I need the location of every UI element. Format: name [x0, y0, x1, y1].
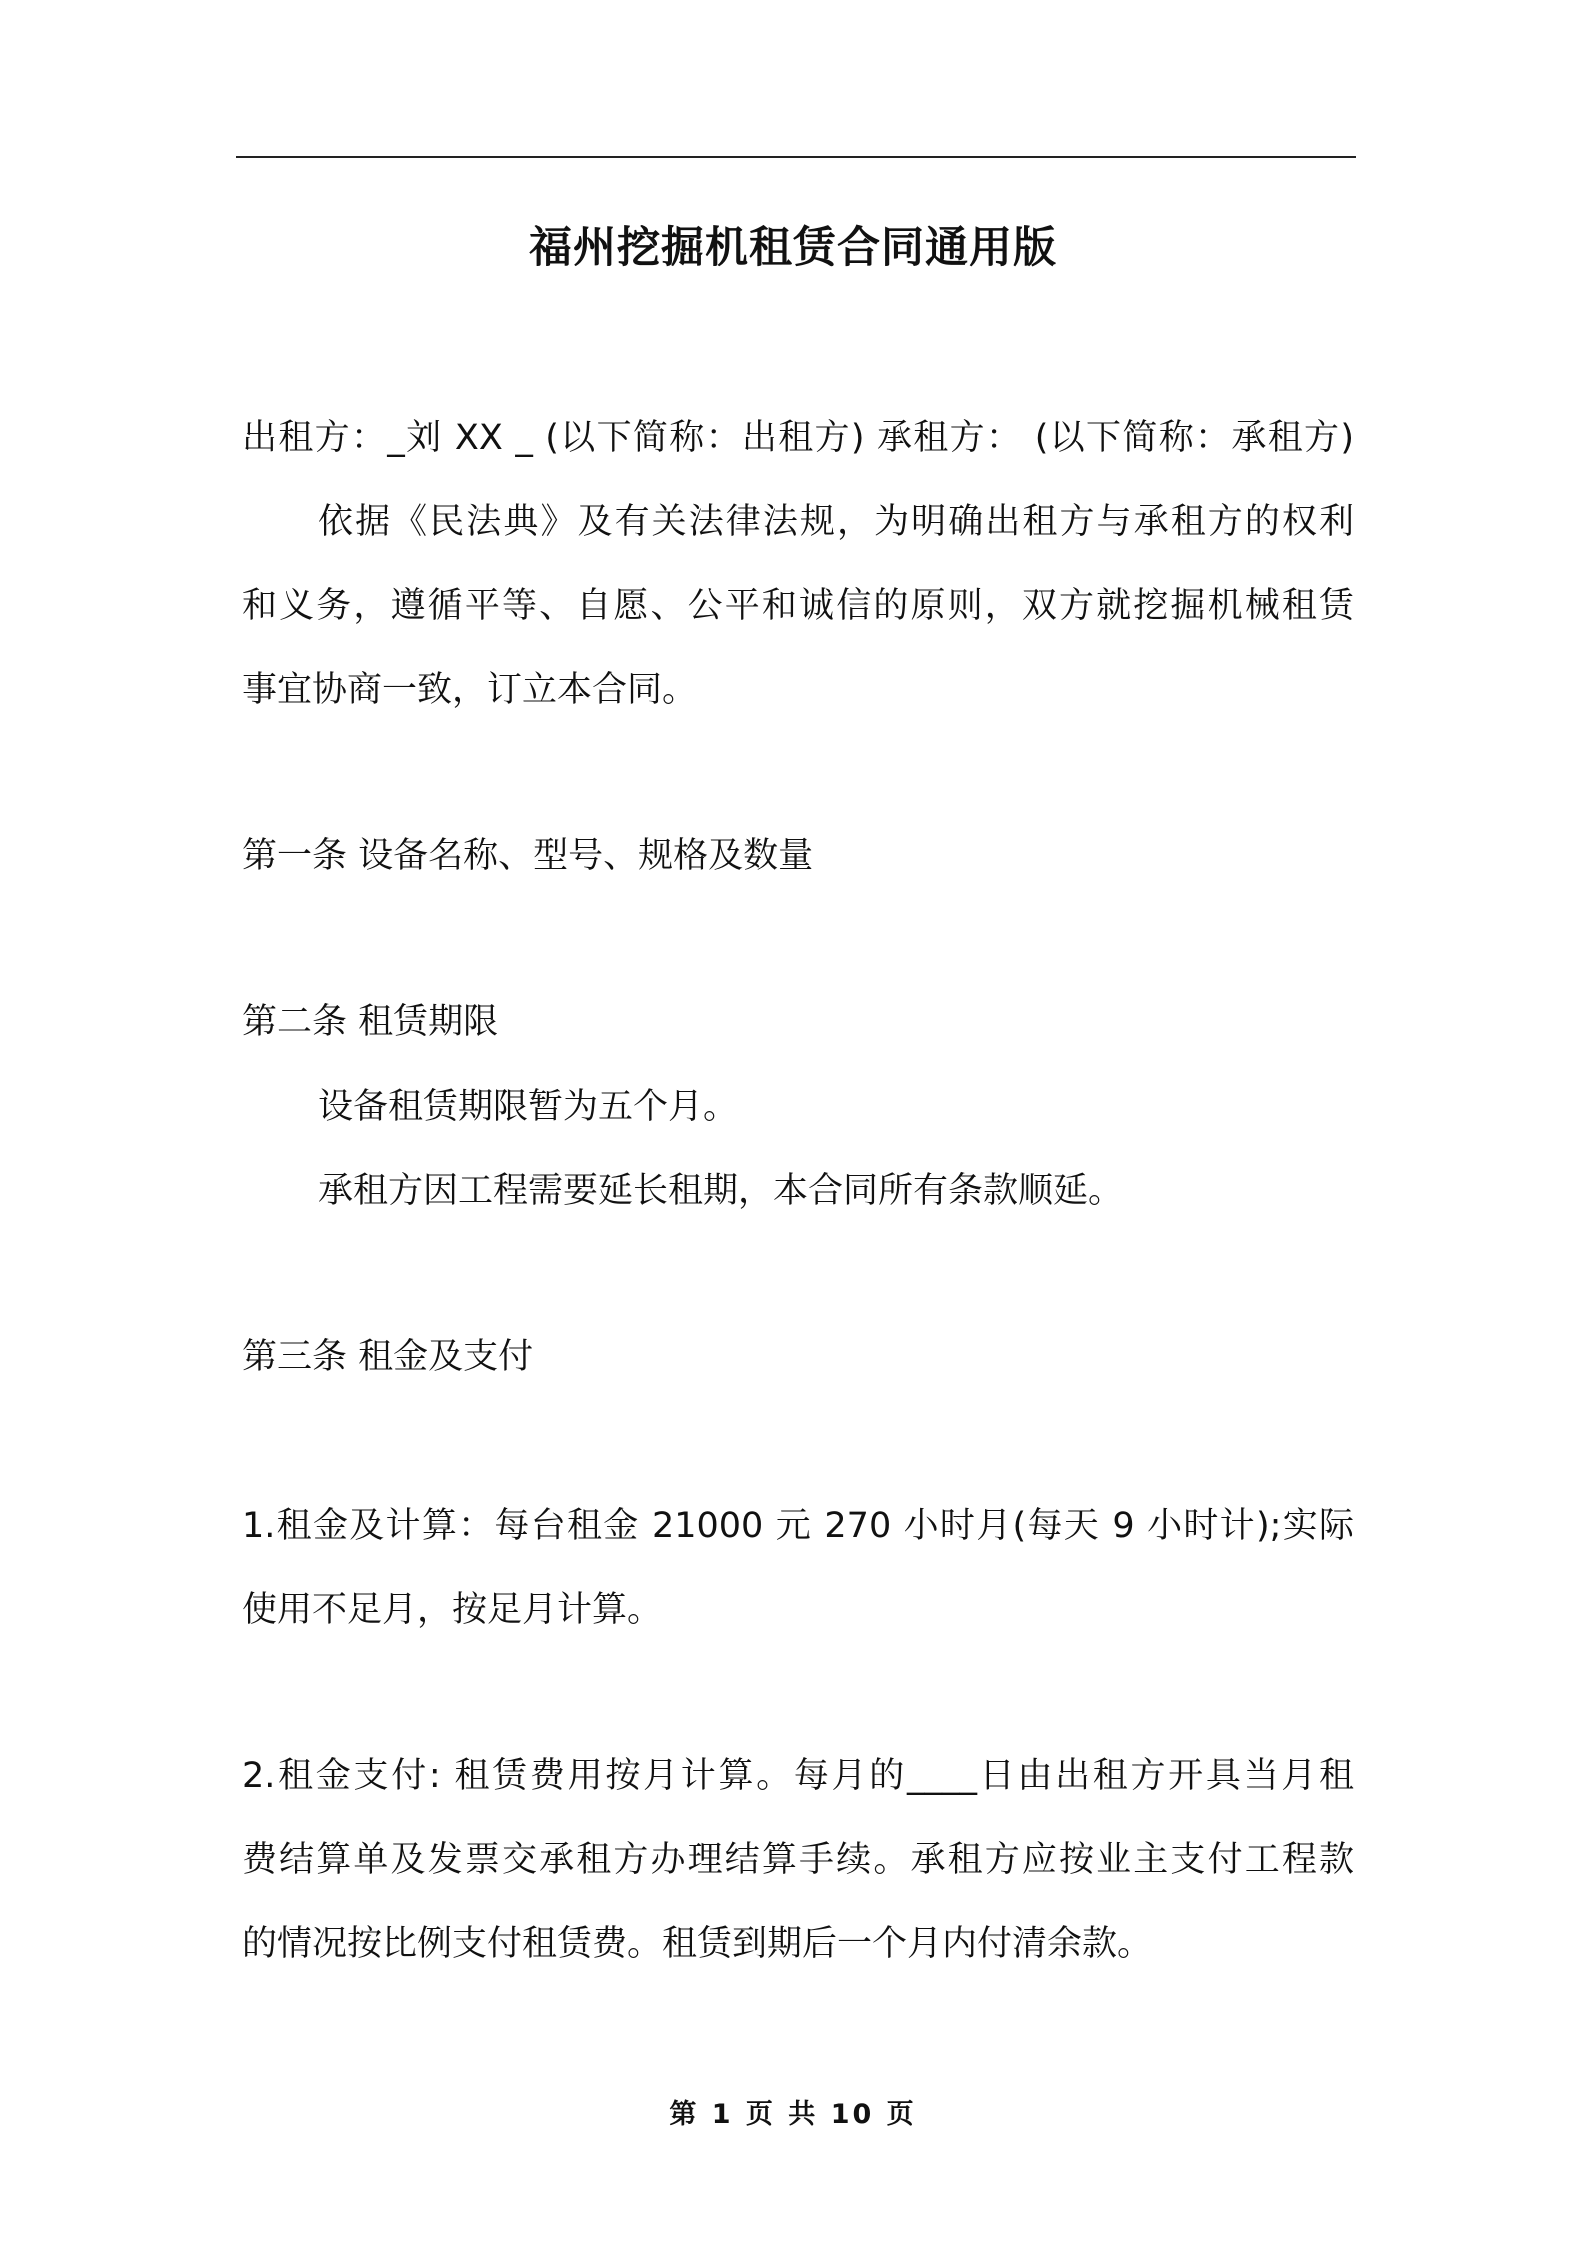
preamble-line-2: 和义务，遵循平等、自愿、公平和诚信的原则，双方就挖掘机械租赁 [242, 586, 1354, 626]
clause-2-line-2: 费结算单及发票交承租方办理结算手续。承租方应按业主支付工程款 [242, 1840, 1354, 1880]
clause-1-line-1: 1.租金及计算：每台租金 21000 元 270 小时月(每天 9 小时计);实际 [242, 1506, 1354, 1546]
article-2-heading: 第二条 租赁期限 [242, 1002, 499, 1042]
clause-2-line-3: 的情况按比例支付租赁费。租赁到期后一个月内付清余款。 [242, 1924, 1153, 1964]
header-rule [236, 156, 1356, 158]
article-1-heading: 第一条 设备名称、型号、规格及数量 [242, 836, 814, 876]
article-2-line-1: 设备租赁期限暂为五个月。 [318, 1087, 739, 1127]
clause-2-line-1: 2.租金支付: 租赁费用按月计算。每月的____日由出租方开具当月租 [242, 1756, 1354, 1796]
article-2-line-2: 承租方因工程需要延长租期，本合同所有条款顺延。 [318, 1171, 1124, 1211]
preamble-line-1: 依据《民法典》及有关法律法规，为明确出租方与承租方的权利 [318, 502, 1354, 542]
clause-1-line-2: 使用不足月，按足月计算。 [242, 1590, 663, 1630]
page-number-footer: 第 1 页 共 10 页 [669, 2099, 917, 2130]
parties-line: 出租方：_刘 XX _ (以下简称：出租方) 承租方： (以下简称：承租方) [242, 418, 1354, 458]
document-title: 福州挖掘机租赁合同通用版 [529, 223, 1057, 273]
preamble-line-3: 事宜协商一致，订立本合同。 [242, 670, 698, 710]
article-3-heading: 第三条 租金及支付 [242, 1337, 534, 1377]
